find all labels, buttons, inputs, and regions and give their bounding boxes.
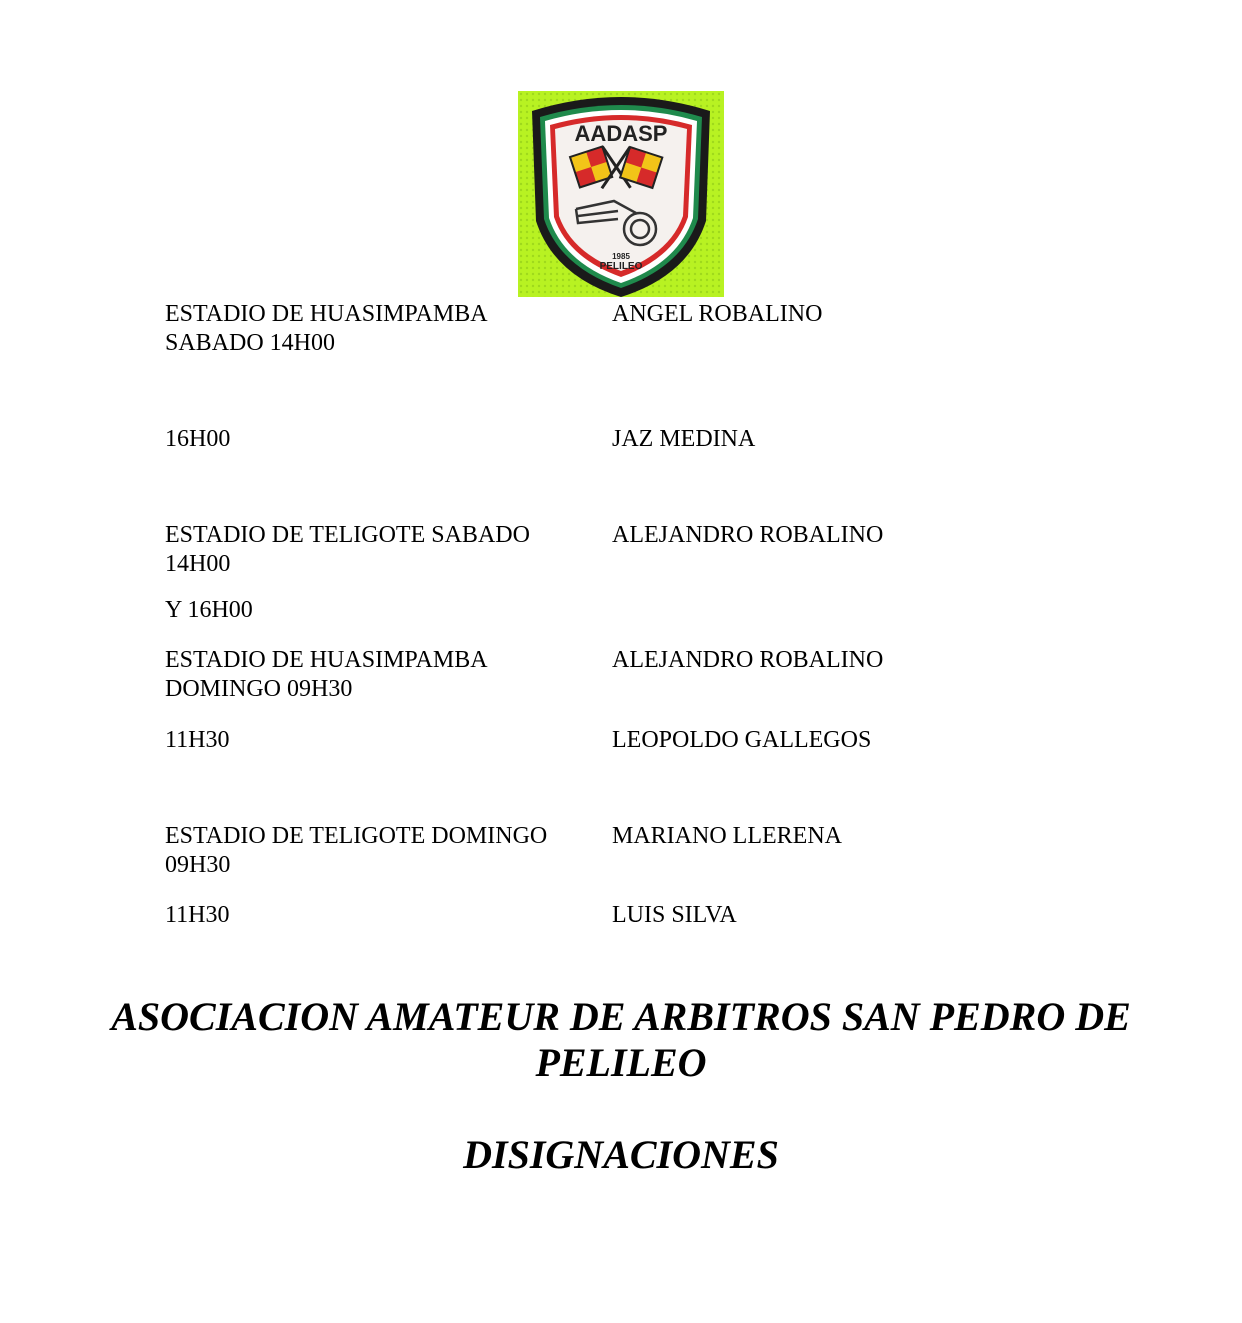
venue-time-cell: Y 16H00: [165, 597, 253, 623]
aadasp-badge-icon: [518, 91, 724, 297]
venue-time-cell: 11H30: [165, 727, 230, 753]
association-logo: [518, 91, 724, 297]
referee-name-cell: ANGEL ROBALINO: [612, 301, 823, 327]
referee-name-cell: LEOPOLDO GALLEGOS: [612, 727, 872, 753]
venue-time-cell: ESTADIO DE HUASIMPAMBA DOMINGO 09H30: [165, 647, 487, 702]
referee-name-cell: ALEJANDRO ROBALINO: [612, 647, 884, 673]
venue-time-cell: 11H30: [165, 902, 230, 928]
logo-year: 1985: [612, 252, 630, 261]
venue-time-cell: ESTADIO DE TELIGOTE SABADO 14H00: [165, 522, 530, 577]
referee-name-cell: MARIANO LLERENA: [612, 823, 842, 849]
document-subtitle: DISIGNACIONES: [463, 1132, 779, 1177]
logo-city: PELILEO: [599, 261, 643, 272]
referee-name-cell: LUIS SILVA: [612, 902, 737, 928]
venue-time-cell: ESTADIO DE TELIGOTE DOMINGO 09H30: [165, 823, 548, 878]
venue-time-cell: ESTADIO DE HUASIMPAMBA SABADO 14H00: [165, 301, 487, 356]
logo-text: AADASP: [574, 121, 668, 146]
venue-time-cell: 16H00: [165, 426, 231, 452]
referee-name-cell: JAZ MEDINA: [612, 426, 756, 452]
association-title: ASOCIACION AMATEUR DE ARBITROS SAN PEDRO DE PELILEO: [111, 994, 1131, 1085]
referee-name-cell: ALEJANDRO ROBALINO: [612, 522, 884, 548]
